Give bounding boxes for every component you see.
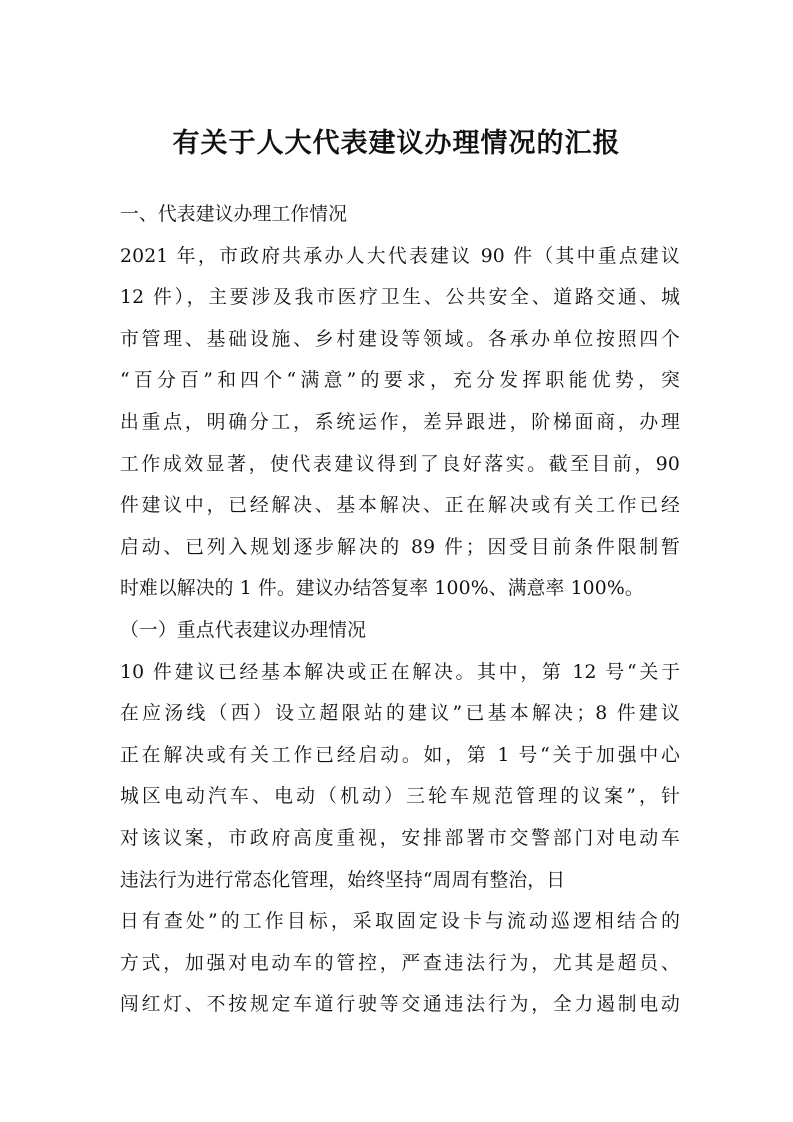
paragraph-line: 工作成效显著，使代表建议得到了良好落实。截至目前，90 (120, 453, 680, 475)
document-title: 有关于人大代表建议办理情况的汇报 (172, 128, 621, 159)
paragraph-line: 闯红灯、不按规定车道行驶等交通违法行为，全力遏制电动 (120, 994, 680, 1016)
paragraph-line: 2021 年，市政府共承办人大代表建议 90 件（其中重点建议 (120, 245, 680, 267)
paragraph-line: 方式，加强对电动车的管控，严查违法行为，尤其是超员、 (120, 952, 680, 974)
paragraph-line: 件建议中，已经解决、基本解决、正在解决或有关工作已经 (120, 495, 680, 517)
paragraph-line: 市管理、基础设施、乡村建设等领域。各承办单位按照四个 (120, 328, 680, 350)
paragraph-line: 时难以解决的 1 件。建议办结答复率 100%、满意率 100%。 (120, 578, 644, 600)
paragraph-line: “百分百”和四个“满意”的要求，充分发挥职能优势，突 (120, 370, 680, 392)
subsection-heading: （一）重点代表建议办理情况 (120, 619, 367, 641)
paragraph-line: 12 件），主要涉及我市医疗卫生、公共安全、道路交通、城 (120, 287, 680, 309)
paragraph-line: 10 件建议已经基本解决或正在解决。其中，第 12 号“关于 (120, 661, 680, 683)
document-body (120, 194, 680, 1026)
paragraph-line: 启动、已列入规划逐步解决的 89 件；因受目前条件限制暂 (120, 536, 680, 558)
paragraph-line: 在应汤线（西）设立超限站的建议”已基本解决；8 件建议 (120, 703, 680, 725)
paragraph-line: 对该议案，市政府高度重视，安排部署市交警部门对电动车 (120, 827, 680, 849)
paragraph-line: 正在解决或有关工作已经启动。如，第 1 号“关于加强中心 (120, 744, 680, 766)
section-heading: 一、代表建议办理工作情况 (120, 204, 348, 225)
paragraph-line: 出重点，明确分工，系统运作，差异跟进，阶梯面商，办理 (120, 411, 680, 433)
paragraph-line: 日有查处”的工作目标，采取固定设卡与流动巡逻相结合的 (120, 911, 680, 933)
paragraph-line: 城区电动汽车、电动（机动）三轮车规范管理的议案”，针 (120, 786, 680, 808)
paragraph-line: 违法行为进行常态化管理，始终坚持“周周有整治，日 (120, 869, 566, 891)
